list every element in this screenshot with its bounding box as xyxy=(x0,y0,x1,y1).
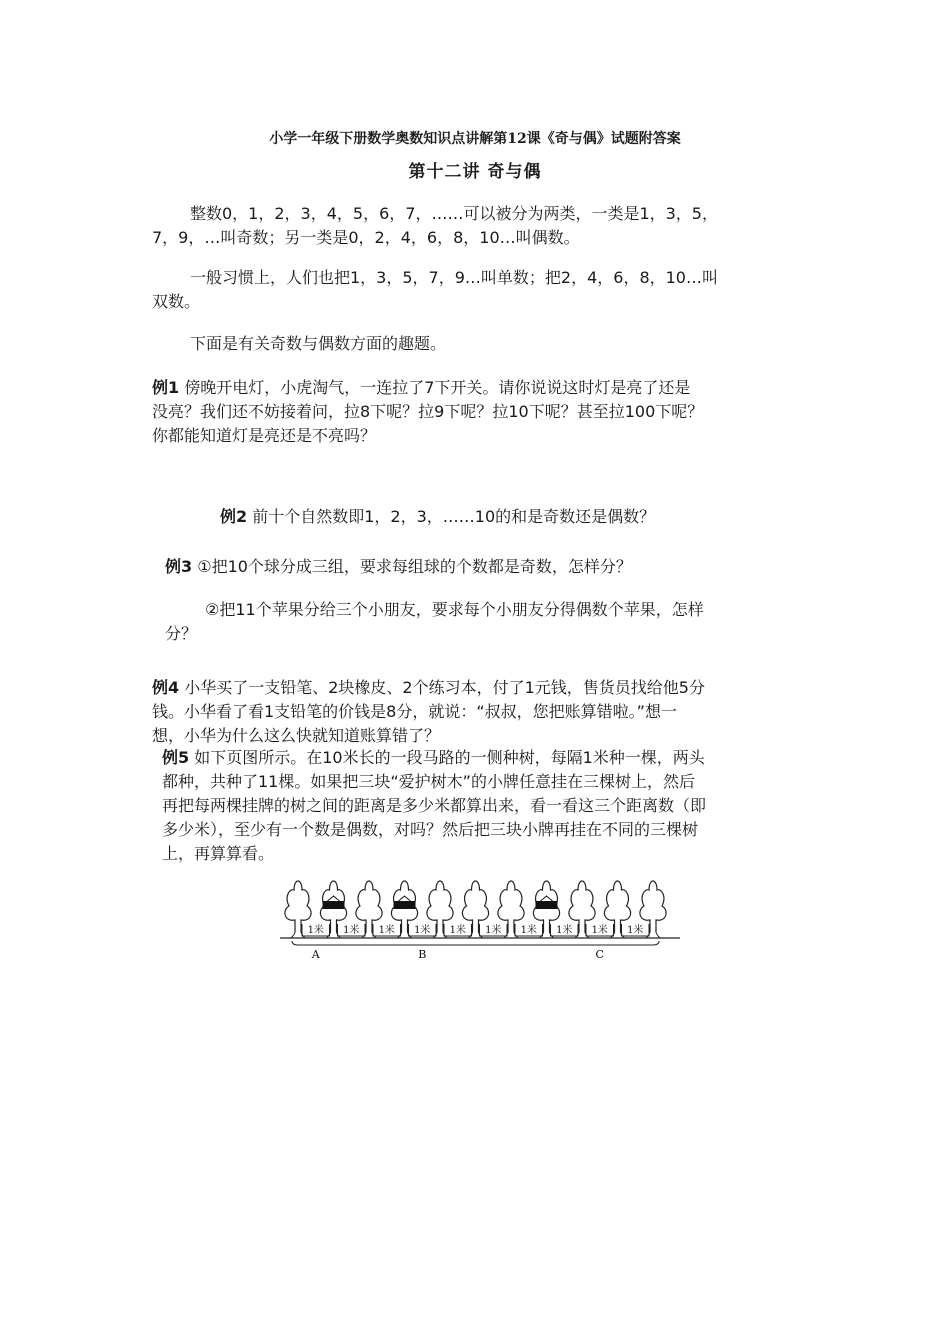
example-3-part-1: 例3 ①把10个球分成三组，要求每组球的个数都是奇数，怎样分？ xyxy=(165,557,632,576)
sign-board xyxy=(323,901,345,909)
distance-segment-1 xyxy=(302,923,330,936)
point-label-b: B xyxy=(418,948,427,961)
intro-paragraph-3: 下面是有关奇数与偶数方面的趣题。 xyxy=(190,334,447,353)
distance-segment-8 xyxy=(551,923,579,936)
distance-segment-4 xyxy=(409,923,437,936)
example-2-label: 例2 xyxy=(220,507,248,526)
tree-row-figure xyxy=(280,872,680,962)
distance-segment-7 xyxy=(515,923,543,936)
example-2: 例2 前十个自然数即1，2，3，……10的和是奇数还是偶数？ xyxy=(220,507,656,526)
example-3-part-2: ②把11个苹果分给三个小朋友，要求每个小朋友分得偶数个苹果，怎样 分？ xyxy=(165,600,704,643)
distance-label: 1米 xyxy=(343,925,360,936)
distance-label: 1米 xyxy=(591,925,608,936)
distance-label: 1米 xyxy=(627,925,644,936)
lecture-title: 第十二讲 奇与偶 xyxy=(408,162,542,182)
distance-label: 1米 xyxy=(414,925,431,936)
point-labels-group xyxy=(292,941,659,961)
distance-label: 1米 xyxy=(520,925,537,936)
point-label-a: A xyxy=(311,948,320,961)
example-5: 例5 如下页图所示。在10米长的一段马路的一侧种树，每隔1米种一棵，两头 都种，共种了11棵。如果把三块“爱护树木”的小牌任意挂在三棵树上，然后 再把每两棵挂牌的树之间的距离是多少米都算出来，看一看这三个距离数（即 多少米），至少有一个数是偶数，对吗？然后把三块小牌再挂在不同的三棵树 上，再算算看。 xyxy=(162,748,707,863)
tree-11 xyxy=(640,881,666,938)
distance-segment-2 xyxy=(338,923,366,936)
distance-label: 1米 xyxy=(307,925,324,936)
bottom-brace xyxy=(292,941,659,945)
example-1: 例1 傍晚开电灯，小虎淘气，一连拉了7下开关。请你说说这时灯是亮了还是 没亮？我们还不妨接着问，拉8下呢？拉9下呢？拉10下呢？甚至拉100下呢？ 你都能知道灯是亮还是不亮吗？ xyxy=(152,378,704,445)
example-4: 例4 小华买了一支铅笔、2块橡皮、2个练习本，付了1元钱，售货员找给他5分 钱。小华看了看1支铅笔的价钱是8分，就说：“叔叔，您把账算错啦。”想一 想，小华为什么这么快就知道账算错了？ xyxy=(152,678,705,745)
intro-paragraph-2: 一般习惯上，人们也把1，3，5，7，9…叫单数；把2，4，6，8，10…叫 双数。 xyxy=(152,268,718,311)
example-3-label: 例3 xyxy=(165,557,193,576)
distance-segment-6 xyxy=(480,923,508,936)
distance-segment-9 xyxy=(586,923,614,936)
intro-paragraph-1: 整数0，1，2，3，4，5，6，7，……可以被分为两类，一类是1，3，5， 7，9，…叫奇数；另一类是0，2，4，6，8，10…叫偶数。 xyxy=(152,204,718,247)
distance-segment-3 xyxy=(373,923,401,936)
distance-segment-5 xyxy=(444,923,472,936)
distance-label: 1米 xyxy=(556,925,573,936)
document-title: 小学一年级下册数学奥数知识点讲解第12课《奇与偶》试题附答案 xyxy=(269,131,681,147)
example-5-label: 例5 xyxy=(162,748,190,767)
sign-board xyxy=(394,901,416,909)
distance-segment-10 xyxy=(622,923,650,936)
distance-label: 1米 xyxy=(485,925,502,936)
sign-board xyxy=(536,901,558,909)
example-1-label: 例1 xyxy=(152,378,180,397)
distance-label: 1米 xyxy=(449,925,466,936)
point-label-c: C xyxy=(595,948,604,961)
distance-label: 1米 xyxy=(378,925,395,936)
example-4-label: 例4 xyxy=(152,678,180,697)
